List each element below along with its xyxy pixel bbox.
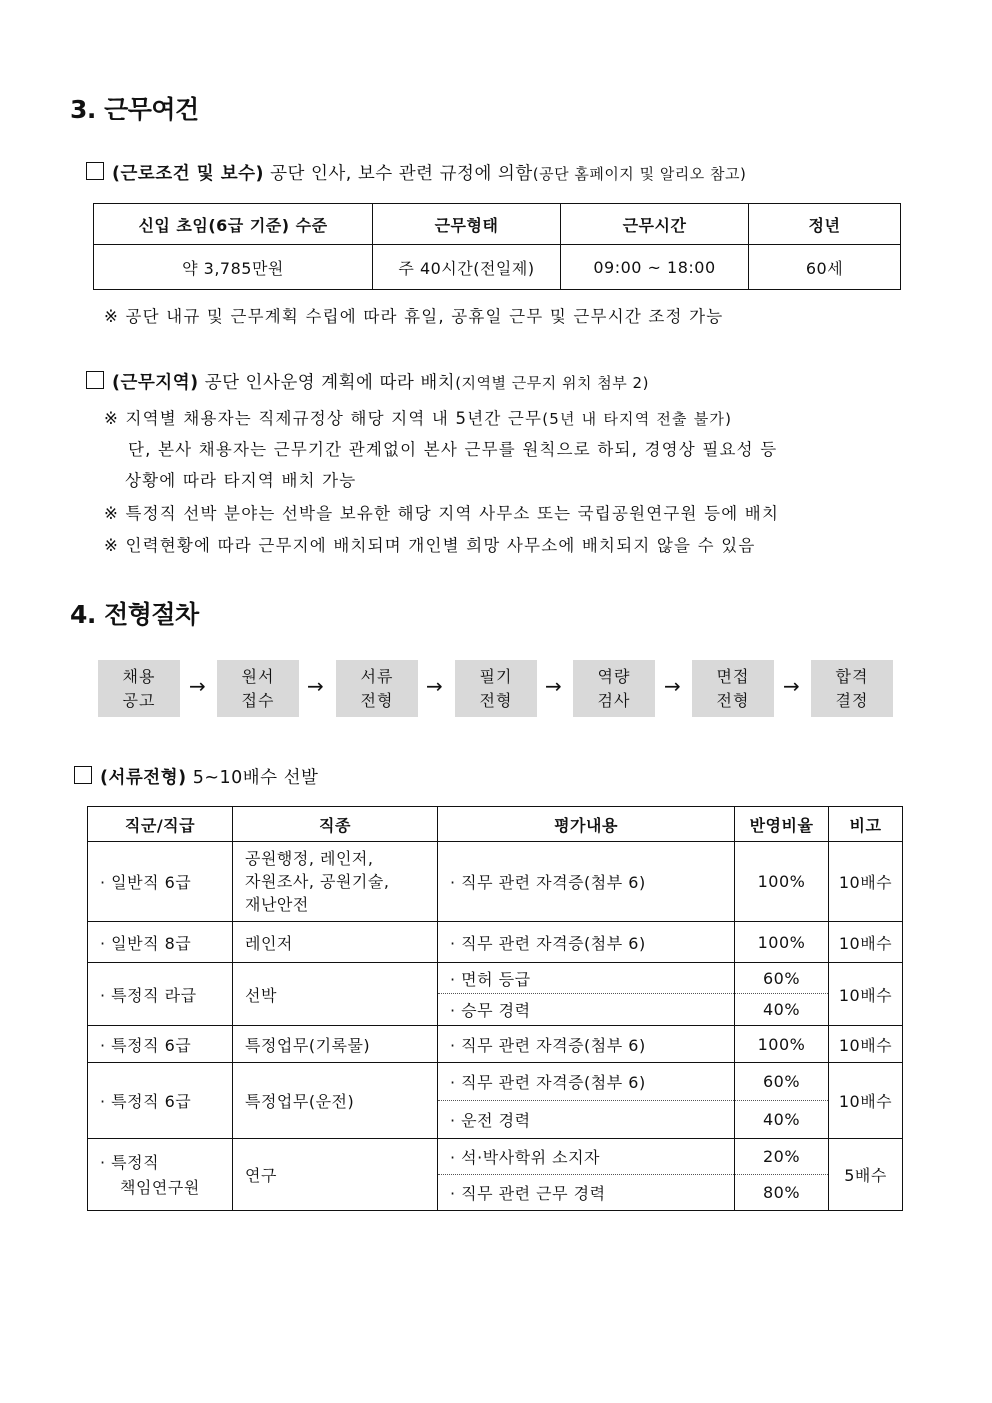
header-work-hours: 근무시간 (561, 204, 749, 245)
doc-screening-table (87, 806, 903, 1211)
cell-ratio: 40% (735, 994, 829, 1026)
cell-ratio: 40% (735, 1101, 829, 1139)
note-region-1-cont2: 상황에 따라 타지역 배치 가능 (125, 471, 357, 490)
cell-job-line1: 공원행정, 레인저, (245, 849, 374, 868)
cell-job: 레인저 (233, 922, 438, 963)
work-condition-note: (공단 홈페이지 및 알리오 참고) (532, 165, 747, 183)
checkbox-square-icon (86, 162, 104, 180)
work-region-text: 공단 인사운영 계획에 따라 배치 (198, 373, 456, 393)
flow-step-7 (811, 660, 893, 717)
cell-ratio: 20% (735, 1139, 829, 1175)
header-note: 비고 (829, 807, 903, 842)
cell-ratio: 60% (735, 963, 829, 994)
cell-work-hours: 09:00 ~ 18:00 (561, 245, 749, 290)
cell-note: 10배수 (829, 1026, 903, 1063)
flow-step-2-line1: 원서 (241, 666, 275, 686)
table-row (88, 1026, 903, 1063)
header-retirement: 정년 (749, 204, 901, 245)
cell-job: 연구 (233, 1139, 438, 1211)
header-grade: 직군/직급 (88, 807, 233, 842)
flow-step-5-line2: 검사 (597, 690, 631, 710)
work-condition-label: (근로조건 및 보수) (112, 164, 265, 184)
flow-step-3-line1: 서류 (360, 666, 394, 686)
cell-work-type: 주 40시간(전일제) (373, 245, 561, 290)
cell-grade: · 일반직 6급 (88, 842, 233, 922)
cell-ratio: 80% (735, 1175, 829, 1211)
cell-ratio: 60% (735, 1063, 829, 1101)
cell-eval: · 직무 관련 근무 경력 (438, 1175, 735, 1211)
cell-grade (88, 1139, 233, 1211)
table-row (88, 1139, 903, 1175)
cell-grade-line1: · 특정직 (100, 1152, 160, 1172)
cell-note: 10배수 (829, 1063, 903, 1139)
cell-salary: 약 3,785만원 (94, 245, 373, 290)
cell-job: 특정업무(기록물) (233, 1026, 438, 1063)
cell-job-line3: 재난안전 (245, 895, 309, 914)
note-region-3: ※ 인력현황에 따라 근무지에 배치되며 개인별 희망 사무소에 배치되지 않을 수 있음 (104, 536, 756, 555)
flow-arrow-icon: → (664, 674, 681, 698)
work-region-line (86, 369, 649, 394)
doc-screening-line (74, 764, 318, 789)
note-region-1-small: (5년 내 타지역 전출 불가) (542, 410, 733, 428)
note-region-1-cont: 단, 본사 채용자는 근무기간 관계없이 본사 근무를 원칙으로 하되, 경영상 필요성 등 (128, 440, 778, 459)
cell-job: 선박 (233, 963, 438, 1026)
work-region-label: (근무지역) (112, 373, 199, 393)
flow-step-7-line1: 합격 (835, 666, 869, 686)
cell-eval: · 직무 관련 자격증(첨부 6) (438, 1063, 735, 1101)
table-row (88, 842, 903, 922)
flow-step-2 (217, 660, 299, 717)
cell-eval: · 면허 등급 (438, 963, 735, 994)
header-eval: 평가내용 (438, 807, 735, 842)
flow-step-4 (455, 660, 537, 717)
flow-arrow-icon: → (426, 674, 443, 698)
section3-title: 3. 근무여건 (70, 95, 199, 124)
flow-step-7-line2: 결정 (835, 690, 869, 710)
cell-eval: · 운전 경력 (438, 1101, 735, 1139)
doc-screening-label: (서류전형) (100, 768, 187, 788)
cell-eval: · 석·박사학위 소지자 (438, 1139, 735, 1175)
flow-step-1-line2: 공고 (122, 690, 156, 710)
work-region-note: (지역별 근무지 위치 첨부 2) (455, 374, 649, 392)
flow-step-1 (98, 660, 180, 717)
note-region-1-text: ※ 지역별 채용자는 직제규정상 해당 지역 내 5년간 근무 (104, 409, 543, 428)
cell-grade-line2: 책임연구원 (120, 1177, 200, 1197)
note-region-1 (104, 405, 732, 429)
flow-step-5 (573, 660, 655, 717)
cell-grade: · 일반직 8급 (88, 922, 233, 963)
cell-job-line2: 자원조사, 공원기술, (245, 872, 390, 891)
header-salary: 신입 초임(6급 기준) 수준 (94, 204, 373, 245)
header-work-type: 근무형태 (373, 204, 561, 245)
flow-arrow-icon: → (189, 674, 206, 698)
flow-arrow-icon: → (307, 674, 324, 698)
flow-step-5-line1: 역량 (597, 666, 631, 686)
work-condition-table (93, 203, 901, 290)
flow-arrow-icon: → (545, 674, 562, 698)
flow-arrow-icon: → (783, 674, 800, 698)
cell-job (233, 842, 438, 922)
flow-step-4-line2: 전형 (479, 690, 513, 710)
cell-note: 10배수 (829, 963, 903, 1026)
doc-screening-text: 5~10배수 선발 (186, 768, 319, 788)
flow-step-1-line1: 채용 (122, 666, 156, 686)
cell-note: 5배수 (829, 1139, 903, 1211)
cell-eval: · 직무 관련 자격증(첨부 6) (438, 922, 735, 963)
table-row (88, 1063, 903, 1101)
note-region-2: ※ 특정직 선박 분야는 선박을 보유한 해당 지역 사무소 또는 국립공원연구원 등에 배치 (104, 504, 780, 523)
section4-title: 4. 전형절차 (70, 600, 199, 629)
note-schedule: ※ 공단 내규 및 근무계획 수립에 따라 휴일, 공휴일 근무 및 근무시간 조정 가능 (104, 307, 724, 326)
cell-grade: · 특정직 6급 (88, 1063, 233, 1139)
header-ratio: 반영비율 (735, 807, 829, 842)
flow-step-3 (336, 660, 418, 717)
cell-grade: · 특정직 6급 (88, 1026, 233, 1063)
checkbox-square-icon (86, 371, 104, 389)
cell-ratio: 100% (735, 922, 829, 963)
flow-step-2-line2: 접수 (241, 690, 275, 710)
cell-note: 10배수 (829, 922, 903, 963)
cell-eval: · 직무 관련 자격증(첨부 6) (438, 842, 735, 922)
cell-note: 10배수 (829, 842, 903, 922)
flow-step-6 (692, 660, 774, 717)
cell-ratio: 100% (735, 1026, 829, 1063)
table-row (88, 963, 903, 994)
work-condition-text: 공단 인사, 보수 관련 규정에 의함 (264, 164, 533, 184)
table-row (88, 922, 903, 963)
cell-eval: · 승무 경력 (438, 994, 735, 1026)
work-condition-line (86, 160, 746, 185)
cell-retirement: 60세 (749, 245, 901, 290)
cell-eval: · 직무 관련 자격증(첨부 6) (438, 1026, 735, 1063)
flow-step-4-line1: 필기 (479, 666, 513, 686)
cell-ratio: 100% (735, 842, 829, 922)
flow-step-6-line1: 면접 (716, 666, 750, 686)
flow-step-3-line2: 전형 (360, 690, 394, 710)
cell-grade: · 특정직 라급 (88, 963, 233, 1026)
checkbox-square-icon (74, 766, 92, 784)
header-job: 직종 (233, 807, 438, 842)
cell-job: 특정업무(운전) (233, 1063, 438, 1139)
flow-step-6-line2: 전형 (716, 690, 750, 710)
